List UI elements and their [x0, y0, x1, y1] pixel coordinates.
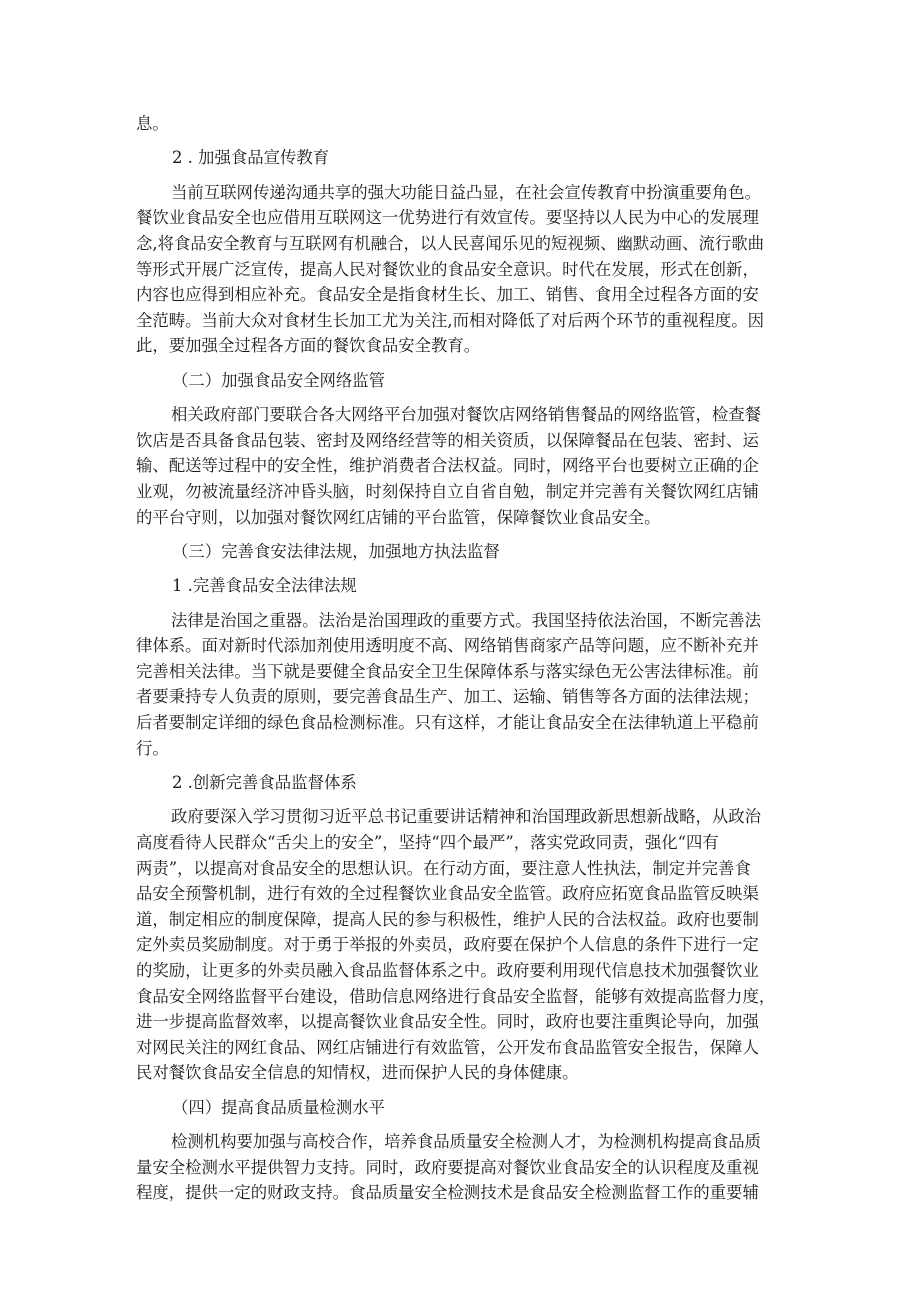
paragraph-network-supervision: [136, 402, 792, 530]
text-line: 内容也应得到相应补充。食品安全是指食材生长、加工、销售、食用全过程各方面的安: [136, 285, 759, 305]
text-line: 当前互联网传递沟通共享的强大功能日益凸显，在社会宣传教育中扮演重要角色。: [171, 182, 762, 202]
text-line: 饮店是否具备食品包装、密封及网络经营等的相关资质，以保障餐品在包装、密封、运: [136, 430, 759, 450]
text-line: 输、配送等过程中的安全性，维护消费者合法权益。同时，网络平台也要树立正确的企: [136, 456, 759, 476]
text-line: 此，要加强全过程各方面的餐饮食品安全教育。: [136, 336, 481, 356]
text-line: 的奖励，让更多的外卖员融入食品监督体系之中。政府要利用现代信息技术加强餐饮业: [136, 960, 759, 980]
text-line: 民对餐饮食品安全信息的知情权，进而保护人民的身体健康。: [136, 1063, 579, 1083]
text-line: 品安全预警机制，进行有效的全过程餐饮业食品安全监管。政府应拓宽食品监管反映渠: [136, 884, 759, 904]
section-heading-network-supervision: （二）加强食品安全网络监管: [172, 370, 386, 390]
text-line: 完善相关法律。当下就是要健全食品安全卫生保障体系与落实绿色无公害法律标准。前: [136, 661, 759, 681]
text-line: 政府要深入学习贯彻习近平总书记重要讲话精神和治国理政新思想新战略，从政治: [171, 807, 762, 827]
text-line: 进一步提高监督效率，以提高餐饮业食品安全性。同时，政府也要注重舆论导向，加强: [136, 1012, 759, 1032]
text-line: 对网民关注的网红食品、网红店铺进行有效监管，公开发布食品监管安全报告，保障人: [136, 1037, 759, 1057]
text-line: 的平台守则，以加强对餐饮网红店铺的平台监管，保障餐饮业食品安全。: [136, 507, 661, 527]
text-line: 两责”，以提高对食品安全的思想认识。在行动方面，要注意人性执法，制定并完善食: [136, 858, 751, 878]
paragraph-continuation: [136, 111, 792, 137]
text-line: 法律是治国之重器。法治是治国理政的重要方式。我国坚持依法治国，不断完善法: [171, 610, 762, 630]
paragraph-supervision-system: [136, 804, 792, 1086]
paragraph-improve-laws: [136, 608, 792, 762]
section-heading-laws-regulations: （三）完善食安法律法规，加强地方执法监督: [172, 541, 500, 561]
text-line: 全范畴。当前大众对食材生长加工尤为关注,而相对降低了对后两个环节的重视程度。因: [136, 310, 765, 330]
text-line: 食品安全网络监督平台建设，借助信息网络进行食品安全监督，能够有效提高监督力度，: [136, 986, 776, 1006]
text-line: 量安全检测水平提供智力支持。同时，政府要提高对餐饮业食品安全的认识程度及重视: [136, 1157, 759, 1177]
document-body: [136, 111, 792, 1215]
text-line: 检测机构要加强与高校合作，培养食品质量安全检测人才，为检测机构提高食品质: [171, 1132, 762, 1152]
text-line: 念,将食品安全教育与互联网有机融合，以人民喜闻乐见的短视频、幽默动画、流行歌曲: [136, 233, 765, 253]
text-line: 定外卖员奖励制度。对于勇于举报的外卖员，政府要在保护个人信息的条件下进行一定: [136, 935, 759, 955]
subsection-heading-improve-laws: 1 .完善食品安全法律法规: [172, 576, 357, 596]
text-line: 餐饮业食品安全也应借用互联网这一优势进行有效宣传。要坚持以人民为中心的发展理: [136, 208, 759, 228]
text-line: 高度看待人民群众“舌尖上的安全”，坚持“四个最严”，落实党政同责，强化“四有: [136, 833, 719, 853]
text-line: 息。: [136, 114, 169, 133]
subsection-heading-supervision-system: 2 .创新完善食品监督体系: [172, 773, 357, 793]
paragraph-promotion-education: [136, 180, 792, 359]
text-line: 程度，提供一定的财政支持。食品质量安全检测技术是食品安全检测监督工作的重要辅: [136, 1183, 759, 1203]
section-heading-promotion-education: 2 . 加强食品宣传教育: [172, 148, 330, 168]
section-heading-quality-testing: （四）提高食品质量检测水平: [172, 1097, 386, 1117]
text-line: 等形式开展广泛宣传，提高人民对餐饮业的食品安全意识。时代在发展，形式在创新，: [136, 259, 759, 279]
text-line: 后者要制定详细的绿色食品检测标准。只有这样，才能让食品安全在法律轨道上平稳前: [136, 713, 759, 733]
text-line: 律体系。面对新时代添加剂使用透明度不高、网络销售商家产品等问题，应不断补充并: [136, 636, 759, 656]
text-line: 者要秉持专人负责的原则，要完善食品生产、加工、运输、销售等各方面的法律法规；: [136, 687, 759, 707]
text-line: 道，制定相应的制度保障，提高人民的参与积极性，维护人民的合法权益。政府也要制: [136, 909, 759, 929]
text-line: 业观，勿被流量经济冲昏头脑，时刻保持自立自省自勉，制定并完善有关餐饮网红店铺: [136, 481, 759, 501]
text-line: 行。: [136, 738, 169, 758]
paragraph-quality-testing: [136, 1129, 792, 1206]
text-line: 相关政府部门要联合各大网络平台加强对餐饮店网络销售餐品的网络监管，检查餐: [171, 405, 762, 425]
